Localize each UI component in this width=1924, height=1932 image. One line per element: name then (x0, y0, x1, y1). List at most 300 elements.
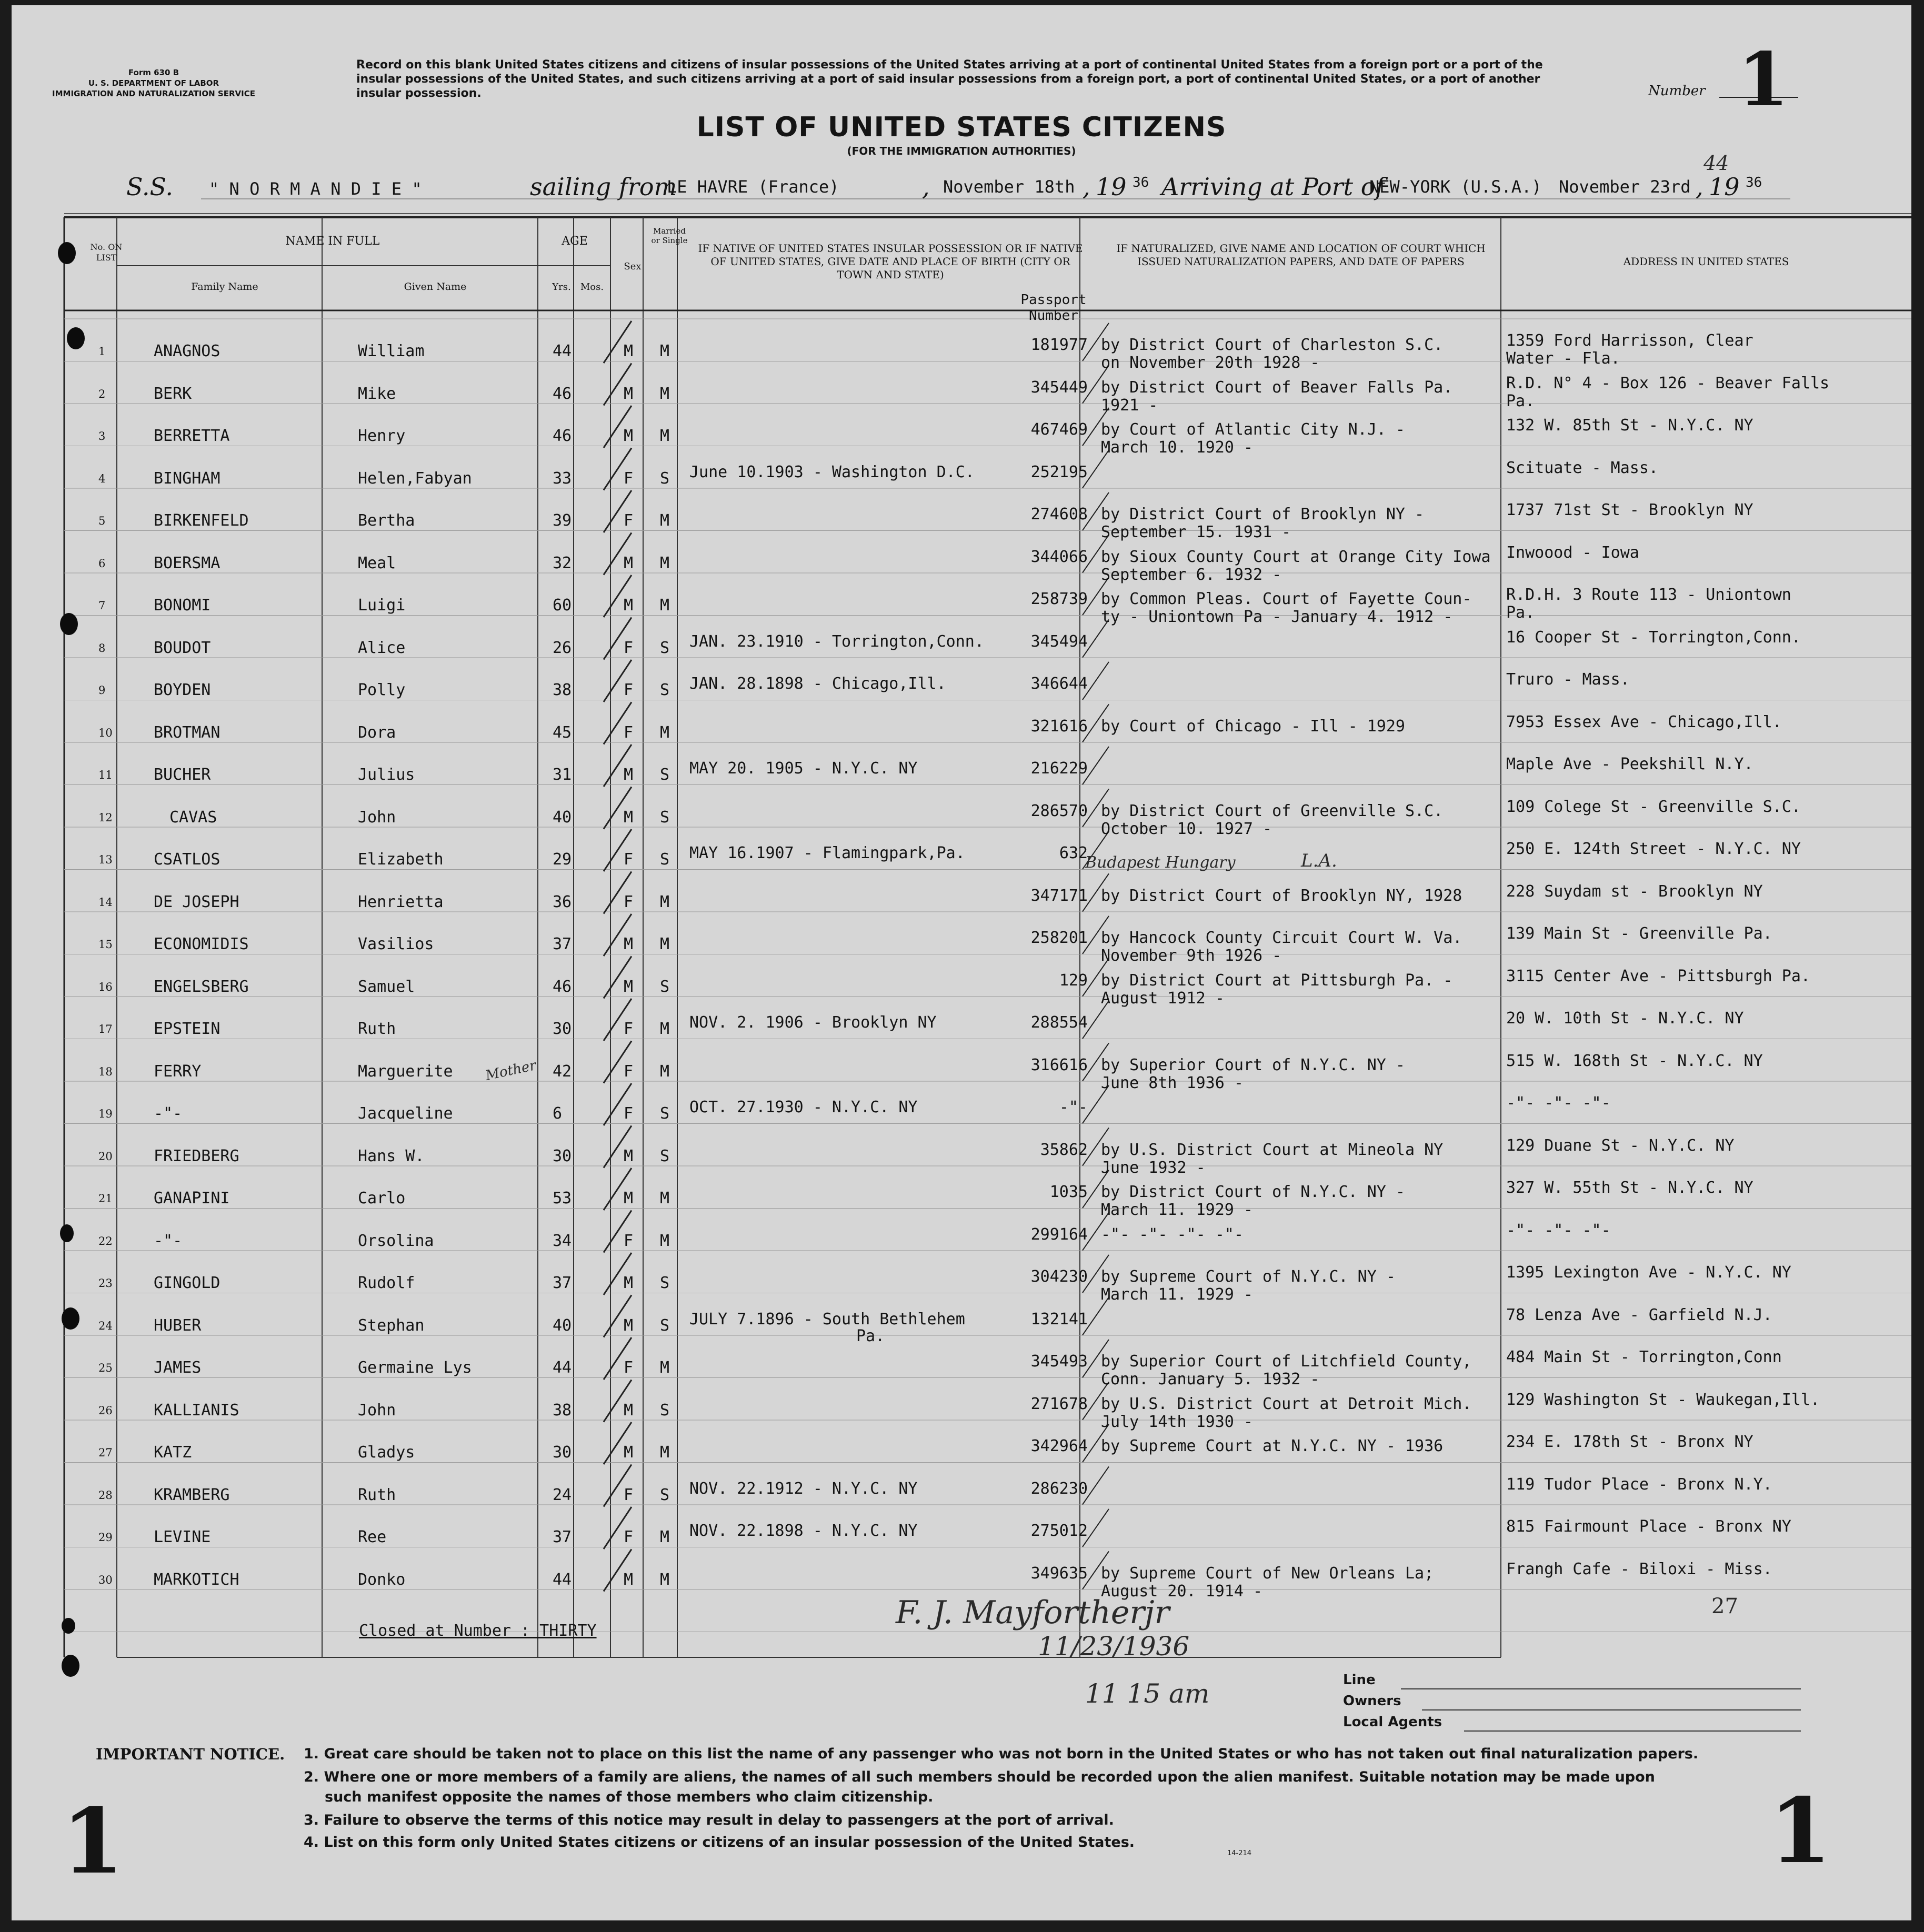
naturalization-court: by Supreme Court of N.Y.C. NY - (1101, 1267, 1396, 1286)
address-line-1: 3115 Center Ave - Pittsburgh Pa. (1506, 967, 1810, 985)
header-age: AGE (562, 235, 588, 248)
departure-port: LE HAVRE (France) (667, 177, 839, 197)
row-number: 29 (98, 1531, 113, 1544)
age-years: 46 (553, 977, 572, 996)
given-name: Ruth (358, 1485, 396, 1504)
comma-1: , (922, 173, 930, 201)
sex: F (624, 1359, 634, 1377)
family-name: BOUDOT (154, 638, 211, 657)
naturalization-court: by Supreme Court at N.Y.C. NY - 1936 (1101, 1437, 1444, 1455)
marital-status: S (660, 977, 670, 996)
sex: M (624, 596, 634, 615)
punch-hole (62, 1655, 79, 1677)
marital-status: S (660, 1316, 670, 1335)
arrival-port: NEW-YORK (U.S.A.) (1369, 177, 1542, 197)
passport-number: 345494 (1030, 632, 1088, 651)
age-years: 45 (553, 723, 572, 742)
marital-status: M (660, 723, 670, 742)
family-name: -"- (154, 1231, 183, 1250)
address-line-2: Pa. (1506, 603, 1535, 622)
naturalization-court: by Superior Court of N.Y.C. NY - (1101, 1055, 1405, 1074)
header-given-name: Given Name (404, 281, 467, 293)
age-years: 30 (553, 1146, 572, 1165)
ship-name: " N O R M A N D I E " (209, 179, 422, 199)
given-name: Bertha (358, 511, 415, 530)
address-line-1: 129 Washington St - Waukegan,Ill. (1506, 1390, 1820, 1409)
family-name: KALLIANIS (154, 1401, 239, 1420)
marital-status: M (660, 1570, 670, 1589)
address-line-1: 119 Tudor Place - Bronx N.Y. (1506, 1475, 1772, 1494)
passport-number: 35862 (1040, 1140, 1088, 1159)
given-name: Julius (358, 766, 415, 784)
passport-number: 286570 (1030, 801, 1088, 820)
family-name: ENGELSBERG (154, 977, 249, 996)
inspector-signature: F. J. Mayfortherjr (896, 1594, 1170, 1631)
header-passport: Passport Number (1020, 292, 1087, 324)
row-number: 3 (98, 430, 106, 442)
passport-number: 632 (1059, 844, 1088, 862)
given-name: Germaine Lys (358, 1359, 472, 1377)
address-line-1: 815 Fairmount Place - Bronx NY (1506, 1517, 1791, 1536)
notice-item-3: 3. Failure to observe the terms of this notice may result in delay to passengers at the port of arrival. (304, 1812, 1114, 1828)
family-name: LEVINE (154, 1528, 211, 1546)
given-name: Henry (358, 427, 406, 445)
row-number: 9 (98, 684, 106, 697)
manifest-sheet (12, 5, 1911, 1920)
naturalization-court: by District Court of Brooklyn NY, 1928 (1101, 886, 1462, 905)
given-name: Vasilios (358, 935, 434, 953)
sex: M (624, 554, 634, 572)
naturalization-court: -"- -"- -"- -"- (1101, 1225, 1244, 1244)
sex: F (624, 1020, 634, 1038)
sex: F (624, 850, 634, 869)
sex: F (624, 1104, 634, 1123)
row-number: 30 (98, 1573, 113, 1586)
marital-status: M (660, 1020, 670, 1038)
row-number: 18 (98, 1065, 113, 1078)
sex: F (624, 681, 634, 699)
age-years: 36 (553, 892, 572, 911)
address-line-1: 1395 Lexington Ave - N.Y.C. NY (1506, 1263, 1791, 1282)
departure-year-prefix: 19 (1096, 173, 1127, 201)
given-name: John (358, 808, 396, 827)
marital-status: M (660, 1231, 670, 1250)
naturalization-date: on November 20th 1928 - (1101, 354, 1320, 372)
marital-status: S (660, 808, 670, 827)
given-name: Rudolf (358, 1274, 415, 1292)
passport-number: 467469 (1030, 420, 1088, 439)
passport-number: 299164 (1030, 1225, 1088, 1244)
row-number: 8 (98, 641, 106, 655)
handwritten-birthplace-note: Budapest Hungary (1085, 853, 1236, 872)
birth-date-place: OCT. 27.1930 - N.Y.C. NY (689, 1098, 918, 1116)
row-number: 5 (98, 515, 106, 527)
age-years: 42 (553, 1062, 572, 1081)
passport-number: 345493 (1030, 1352, 1088, 1371)
given-name: Hans W. (358, 1146, 425, 1165)
naturalization-date: November 9th 1926 - (1101, 947, 1282, 965)
row-number: 12 (98, 811, 113, 824)
sex: M (624, 766, 634, 784)
age-years: 40 (553, 808, 572, 827)
naturalization-date: September 15. 1931 - (1101, 523, 1291, 541)
arrival-date: November 23rd (1559, 177, 1691, 197)
passport-number: 349635 (1030, 1564, 1088, 1583)
address-line-1: 129 Duane St - N.Y.C. NY (1506, 1136, 1735, 1155)
naturalization-court: by District Court of Greenville S.C. (1101, 801, 1444, 820)
marital-status: S (660, 1485, 670, 1504)
address-line-1: Inwoood - Iowa (1506, 543, 1639, 562)
row-number: 23 (98, 1277, 113, 1290)
given-name: Ruth (358, 1020, 396, 1038)
header-address: ADDRESS IN UNITED STATES (1623, 255, 1789, 268)
header-naturalized: IF NATURALIZED, GIVE NAME AND LOCATION OF COURT WHICH ISSUED NATURALIZATION PAPERS, AND DATE OF PAPERS (1116, 242, 1486, 268)
passport-number: 321616 (1030, 717, 1088, 736)
header-name-in-full: NAME IN FULL (285, 235, 380, 248)
age-years: 53 (553, 1189, 572, 1208)
naturalization-court: by Court of Atlantic City N.J. - (1101, 420, 1405, 439)
marital-status: S (660, 469, 670, 488)
family-name: BINGHAM (154, 469, 221, 488)
age-years: 30 (553, 1443, 572, 1462)
naturalization-court: by District Court of Beaver Falls Pa. (1101, 378, 1453, 397)
ss-label: S.S. (126, 173, 173, 201)
birth-date-place: MAY 20. 1905 - N.Y.C. NY (689, 759, 918, 778)
sex: F (624, 469, 634, 488)
sex: F (624, 892, 634, 911)
family-name: HUBER (154, 1316, 202, 1335)
naturalization-date: 1921 - (1101, 396, 1158, 415)
given-name: Jacqueline (358, 1104, 453, 1123)
row-number: 21 (98, 1192, 113, 1205)
age-years: 32 (553, 554, 572, 572)
address-line-1: -"- -"- -"- (1506, 1094, 1611, 1112)
sex: M (624, 427, 634, 445)
given-name: Polly (358, 681, 406, 699)
given-name: Meal (358, 554, 396, 572)
arrival-year-prefix: 19 (1709, 173, 1740, 201)
age-years: 39 (553, 511, 572, 530)
notice-item-1: 1. Great care should be taken not to place on this list the name of any passenger who was not born in the United States or who has not taken out final naturalization papers. (304, 1746, 1699, 1762)
address-line-1: 78 Lenza Ave - Garfield N.J. (1506, 1305, 1772, 1324)
family-name: GINGOLD (154, 1274, 221, 1292)
number-label: Number (1648, 83, 1706, 99)
address-line-1: 132 W. 85th St - N.Y.C. NY (1506, 416, 1753, 435)
passport-number: 252195 (1030, 462, 1088, 481)
sex: F (624, 1062, 634, 1081)
age-years: 44 (553, 1359, 572, 1377)
address-line-1: 7953 Essex Ave - Chicago,Ill. (1506, 712, 1782, 731)
arrival-time-note: 11 15 am (1085, 1678, 1210, 1709)
marital-status: S (660, 638, 670, 657)
passport-number: 344066 (1030, 547, 1088, 566)
row-number: 2 (98, 387, 106, 400)
given-name: Orsolina (358, 1231, 434, 1250)
family-name: JAMES (154, 1359, 202, 1377)
sex: F (624, 511, 634, 530)
header-yrs: Yrs. (552, 281, 571, 293)
sex: F (624, 638, 634, 657)
birth-date-place: June 10.1903 - Washington D.C. (689, 462, 975, 481)
naturalization-court: by District Court at Pittsburgh Pa. - (1101, 971, 1453, 990)
family-name: BIRKENFELD (154, 511, 249, 530)
marital-status: S (660, 1401, 670, 1420)
given-name: Ree (358, 1528, 387, 1546)
arriving-label: Arriving at Port of (1161, 173, 1385, 201)
age-years: 31 (553, 766, 572, 784)
given-name: Elizabeth (358, 850, 444, 869)
passport-number: 346644 (1030, 675, 1088, 693)
notice-item-4: 4. List on this form only United States citizens or citizens of an insular possession of the United States. (304, 1834, 1135, 1850)
age-years: 46 (553, 427, 572, 445)
signature-date: 11/23/1936 (1038, 1631, 1190, 1662)
age-years: 46 (553, 384, 572, 403)
naturalization-court: by District Court of Brooklyn NY - (1101, 505, 1425, 524)
family-name: FERRY (154, 1062, 202, 1081)
row-number: 26 (98, 1404, 113, 1417)
family-name: ANAGNOS (154, 342, 221, 360)
row-number: 17 (98, 1023, 113, 1035)
passport-number: 216229 (1030, 759, 1088, 778)
comma-3: , (1696, 173, 1703, 201)
naturalization-court: by Common Pleas. Court of Fayette Coun- (1101, 590, 1472, 608)
marital-status: M (660, 1528, 670, 1546)
departure-date: November 18th (943, 177, 1075, 197)
naturalization-court: by Sioux County Court at Orange City Iowa (1101, 547, 1491, 566)
corner-number-left: 1 (62, 1789, 124, 1894)
passport-number: 345449 (1030, 378, 1088, 397)
family-name: ECONOMIDIS (154, 935, 249, 953)
punch-hole (60, 1224, 74, 1242)
row-number: 28 (98, 1488, 113, 1502)
naturalization-date: March 10. 1920 - (1101, 438, 1253, 457)
passport-number: 271678 (1030, 1394, 1088, 1413)
address-line-1: 16 Cooper St - Torrington,Conn. (1506, 628, 1801, 647)
address-line-1: Maple Ave - Peekshill N.Y. (1506, 755, 1753, 773)
age-years: 24 (553, 1485, 572, 1504)
naturalization-court: by Superior Court of Litchfield County, (1101, 1352, 1472, 1371)
marital-status: M (660, 935, 670, 953)
birth-date-place: JAN. 28.1898 - Chicago,Ill. (689, 675, 946, 693)
sex: M (624, 977, 634, 996)
local-agents-label: Local Agents (1343, 1714, 1442, 1730)
sex: M (624, 1146, 634, 1165)
age-years: 38 (553, 1401, 572, 1420)
passport-number: 258201 (1030, 929, 1088, 947)
notice-item-2-cont: such manifest opposite the names of those members who claim citizenship. (325, 1789, 934, 1805)
page-title: LIST OF UNITED STATES CITIZENS (696, 112, 1227, 143)
row-number: 10 (98, 726, 113, 739)
marital-status: S (660, 766, 670, 784)
address-line-2: Water - Fla. (1506, 349, 1620, 368)
age-years: 30 (553, 1020, 572, 1038)
row-number: 19 (98, 1108, 113, 1120)
naturalization-court: by U.S. District Court at Detroit Mich. (1101, 1394, 1472, 1413)
arrival-year: 36 (1746, 175, 1762, 190)
row-number: 11 (98, 769, 113, 781)
punch-hole (60, 613, 78, 635)
age-years: 44 (553, 342, 572, 360)
birth-date-place: JULY 7.1896 - South Bethlehem (689, 1310, 965, 1329)
naturalization-date: ty - Uniontown Pa - January 4. 1912 - (1101, 608, 1453, 626)
closed-at-number: Closed at Number : THIRTY (359, 1622, 597, 1640)
row-number: 22 (98, 1234, 113, 1247)
address-line-1: 20 W. 10th St - N.Y.C. NY (1506, 1009, 1744, 1028)
family-name: BOERSMA (154, 554, 221, 572)
given-name: Stephan (358, 1316, 425, 1335)
header-family-name: Family Name (191, 281, 258, 293)
form-number: Form 630 B (128, 68, 179, 77)
handwritten-initials-note: L.A. (1301, 850, 1337, 871)
naturalization-date: June 8th 1936 - (1101, 1073, 1244, 1092)
given-name: William (358, 342, 425, 360)
given-name: Mike (358, 384, 396, 403)
sex: F (624, 1231, 634, 1250)
naturalization-court: by District Court of N.Y.C. NY - (1101, 1183, 1405, 1201)
family-name: BROTMAN (154, 723, 221, 742)
comma-2: , (1083, 173, 1090, 201)
family-name: MARKOTICH (154, 1570, 239, 1589)
address-line-1: 228 Suydam st - Brooklyn NY (1506, 882, 1763, 901)
naturalization-court: by Court of Chicago - Ill - 1929 (1101, 717, 1405, 736)
row-number: 1 (98, 345, 106, 358)
header-married-single: Married or Single (651, 226, 688, 245)
family-name: BERK (154, 384, 192, 403)
row-number: 24 (98, 1319, 113, 1332)
address-line-1: Scituate - Mass. (1506, 458, 1658, 477)
page-subtitle: (FOR THE IMMIGRATION AUTHORITIES) (847, 145, 1076, 157)
given-name: Helen,Fabyan (358, 469, 472, 488)
passport-number: -"- (1059, 1098, 1088, 1116)
header-sex: Sex (624, 261, 642, 272)
sex: M (624, 1401, 634, 1420)
list-number: 1 (1738, 37, 1789, 123)
sailing-label: sailing from (530, 173, 677, 201)
sex: F (624, 1528, 634, 1546)
departure-year: 36 (1133, 175, 1149, 190)
sex: M (624, 342, 634, 360)
address-line-1: -"- -"- -"- (1506, 1221, 1611, 1240)
birth-date-place: NOV. 22.1898 - N.Y.C. NY (689, 1522, 918, 1540)
naturalization-court: by District Court of Charleston S.C. (1101, 336, 1444, 354)
address-line-1: R.D.H. 3 Route 113 - Uniontown (1506, 586, 1791, 604)
family-name: BOYDEN (154, 681, 211, 699)
marital-status: M (660, 427, 670, 445)
row-number: 20 (98, 1150, 113, 1163)
row-number: 14 (98, 895, 113, 909)
marital-status: S (660, 1274, 670, 1292)
naturalization-court: by Supreme Court of New Orleans La; (1101, 1564, 1434, 1583)
corner-number-right: 1 (1769, 1778, 1832, 1884)
naturalization-date: September 6. 1932 - (1101, 565, 1282, 584)
naturalization-date: August 1912 - (1101, 989, 1225, 1008)
age-years: 37 (553, 935, 572, 953)
address-line-1: 1359 Ford Harrisson, Clear (1506, 331, 1753, 350)
address-line-2: Pa. (1506, 391, 1535, 410)
intro-text: Record on this blank United States citizens and citizens of insular possessions of the United States arriving at a port of continental United States from a foreign port or a port of the insular possessions of the United States, and such citizens arriving at a port of said insular possessions from a foreign port, a port of continental United States, or a port of another insular possession. (356, 58, 1543, 100)
address-line-1: 109 Colege St - Greenville S.C. (1506, 797, 1801, 816)
address-line-1: 327 W. 55th St - N.Y.C. NY (1506, 1179, 1753, 1197)
given-name: Henrietta (358, 892, 444, 911)
birth-date-place: NOV. 2. 1906 - Brooklyn NY (689, 1013, 937, 1032)
sex: F (624, 1485, 634, 1504)
age-years: 29 (553, 850, 572, 869)
family-name: DE JOSEPH (154, 892, 239, 911)
age-years: 60 (553, 596, 572, 615)
naturalization-court: by U.S. District Court at Mineola NY (1101, 1140, 1444, 1159)
birth-date-place: MAY 16.1907 - Flamingpark,Pa. (689, 844, 965, 862)
age-years: 33 (553, 469, 572, 488)
punch-hole (67, 327, 85, 349)
family-name: BUCHER (154, 766, 211, 784)
given-name: Marguerite (358, 1062, 453, 1081)
service-name: IMMIGRATION AND NATURALIZATION SERVICE (52, 89, 255, 98)
line-label: Line (1343, 1672, 1376, 1688)
age-years: 37 (553, 1274, 572, 1292)
row-number: 4 (98, 472, 106, 485)
row-number: 16 (98, 980, 113, 993)
row-number: 6 (98, 557, 106, 570)
given-name: Samuel (358, 977, 415, 996)
age-years: 40 (553, 1316, 572, 1335)
header-birth: IF NATIVE OF UNITED STATES INSULAR POSSESSION OR IF NATIVE OF UNITED STATES, GIVE DATE AND PLACE OF BIRTH (CITY OR TOWN AND STATE) (698, 242, 1083, 281)
family-name: KATZ (154, 1443, 192, 1462)
naturalization-date: June 1932 - (1101, 1158, 1206, 1177)
naturalization-date: October 10. 1927 - (1101, 819, 1272, 838)
marital-status: M (660, 384, 670, 403)
header-mos: Mos. (580, 281, 604, 293)
passport-number: 181977 (1030, 336, 1088, 354)
given-name: John (358, 1401, 396, 1420)
address-line-1: 139 Main St - Greenville Pa. (1506, 924, 1772, 943)
family-name: EPSTEIN (154, 1020, 221, 1038)
header-no: No. ON LIST (90, 242, 123, 263)
passenger-count-note: 27 (1711, 1594, 1738, 1618)
passport-number: 288554 (1030, 1013, 1088, 1032)
marital-status: M (660, 1189, 670, 1208)
passport-number: 342964 (1030, 1437, 1088, 1455)
family-name: BONOMI (154, 596, 211, 615)
row-number: 15 (98, 938, 113, 951)
row-number: 7 (98, 599, 106, 612)
age-years: 44 (553, 1570, 572, 1589)
marital-status: M (660, 892, 670, 911)
punch-hole (62, 1307, 79, 1330)
marital-status: M (660, 596, 670, 615)
passport-number: 286230 (1030, 1479, 1088, 1498)
address-line-1: 250 E. 124th Street - N.Y.C. NY (1506, 840, 1801, 858)
row-number: 13 (98, 853, 113, 866)
address-line-1: Frangh Cafe - Biloxi - Miss. (1506, 1559, 1772, 1578)
family-name: KRAMBERG (154, 1485, 230, 1504)
age-years: 6 (553, 1104, 563, 1123)
department-name: U. S. DEPARTMENT OF LABOR (88, 78, 219, 88)
birth-date-place: JAN. 23.1910 - Torrington,Conn. (689, 632, 984, 651)
sex: M (624, 808, 634, 827)
passport-number: 132141 (1030, 1310, 1088, 1329)
age-years: 38 (553, 681, 572, 699)
age-years: 37 (553, 1528, 572, 1546)
passport-number: 274608 (1030, 505, 1088, 524)
handwritten-year: 44 (1703, 152, 1729, 175)
sex: M (624, 935, 634, 953)
address-line-1: 1737 71st St - Brooklyn NY (1506, 501, 1753, 519)
passport-number: 316616 (1030, 1055, 1088, 1074)
passport-number: 129 (1059, 971, 1088, 990)
sex: M (624, 1316, 634, 1335)
passport-number: 304230 (1030, 1267, 1088, 1286)
family-name: CSATLOS (154, 850, 221, 869)
